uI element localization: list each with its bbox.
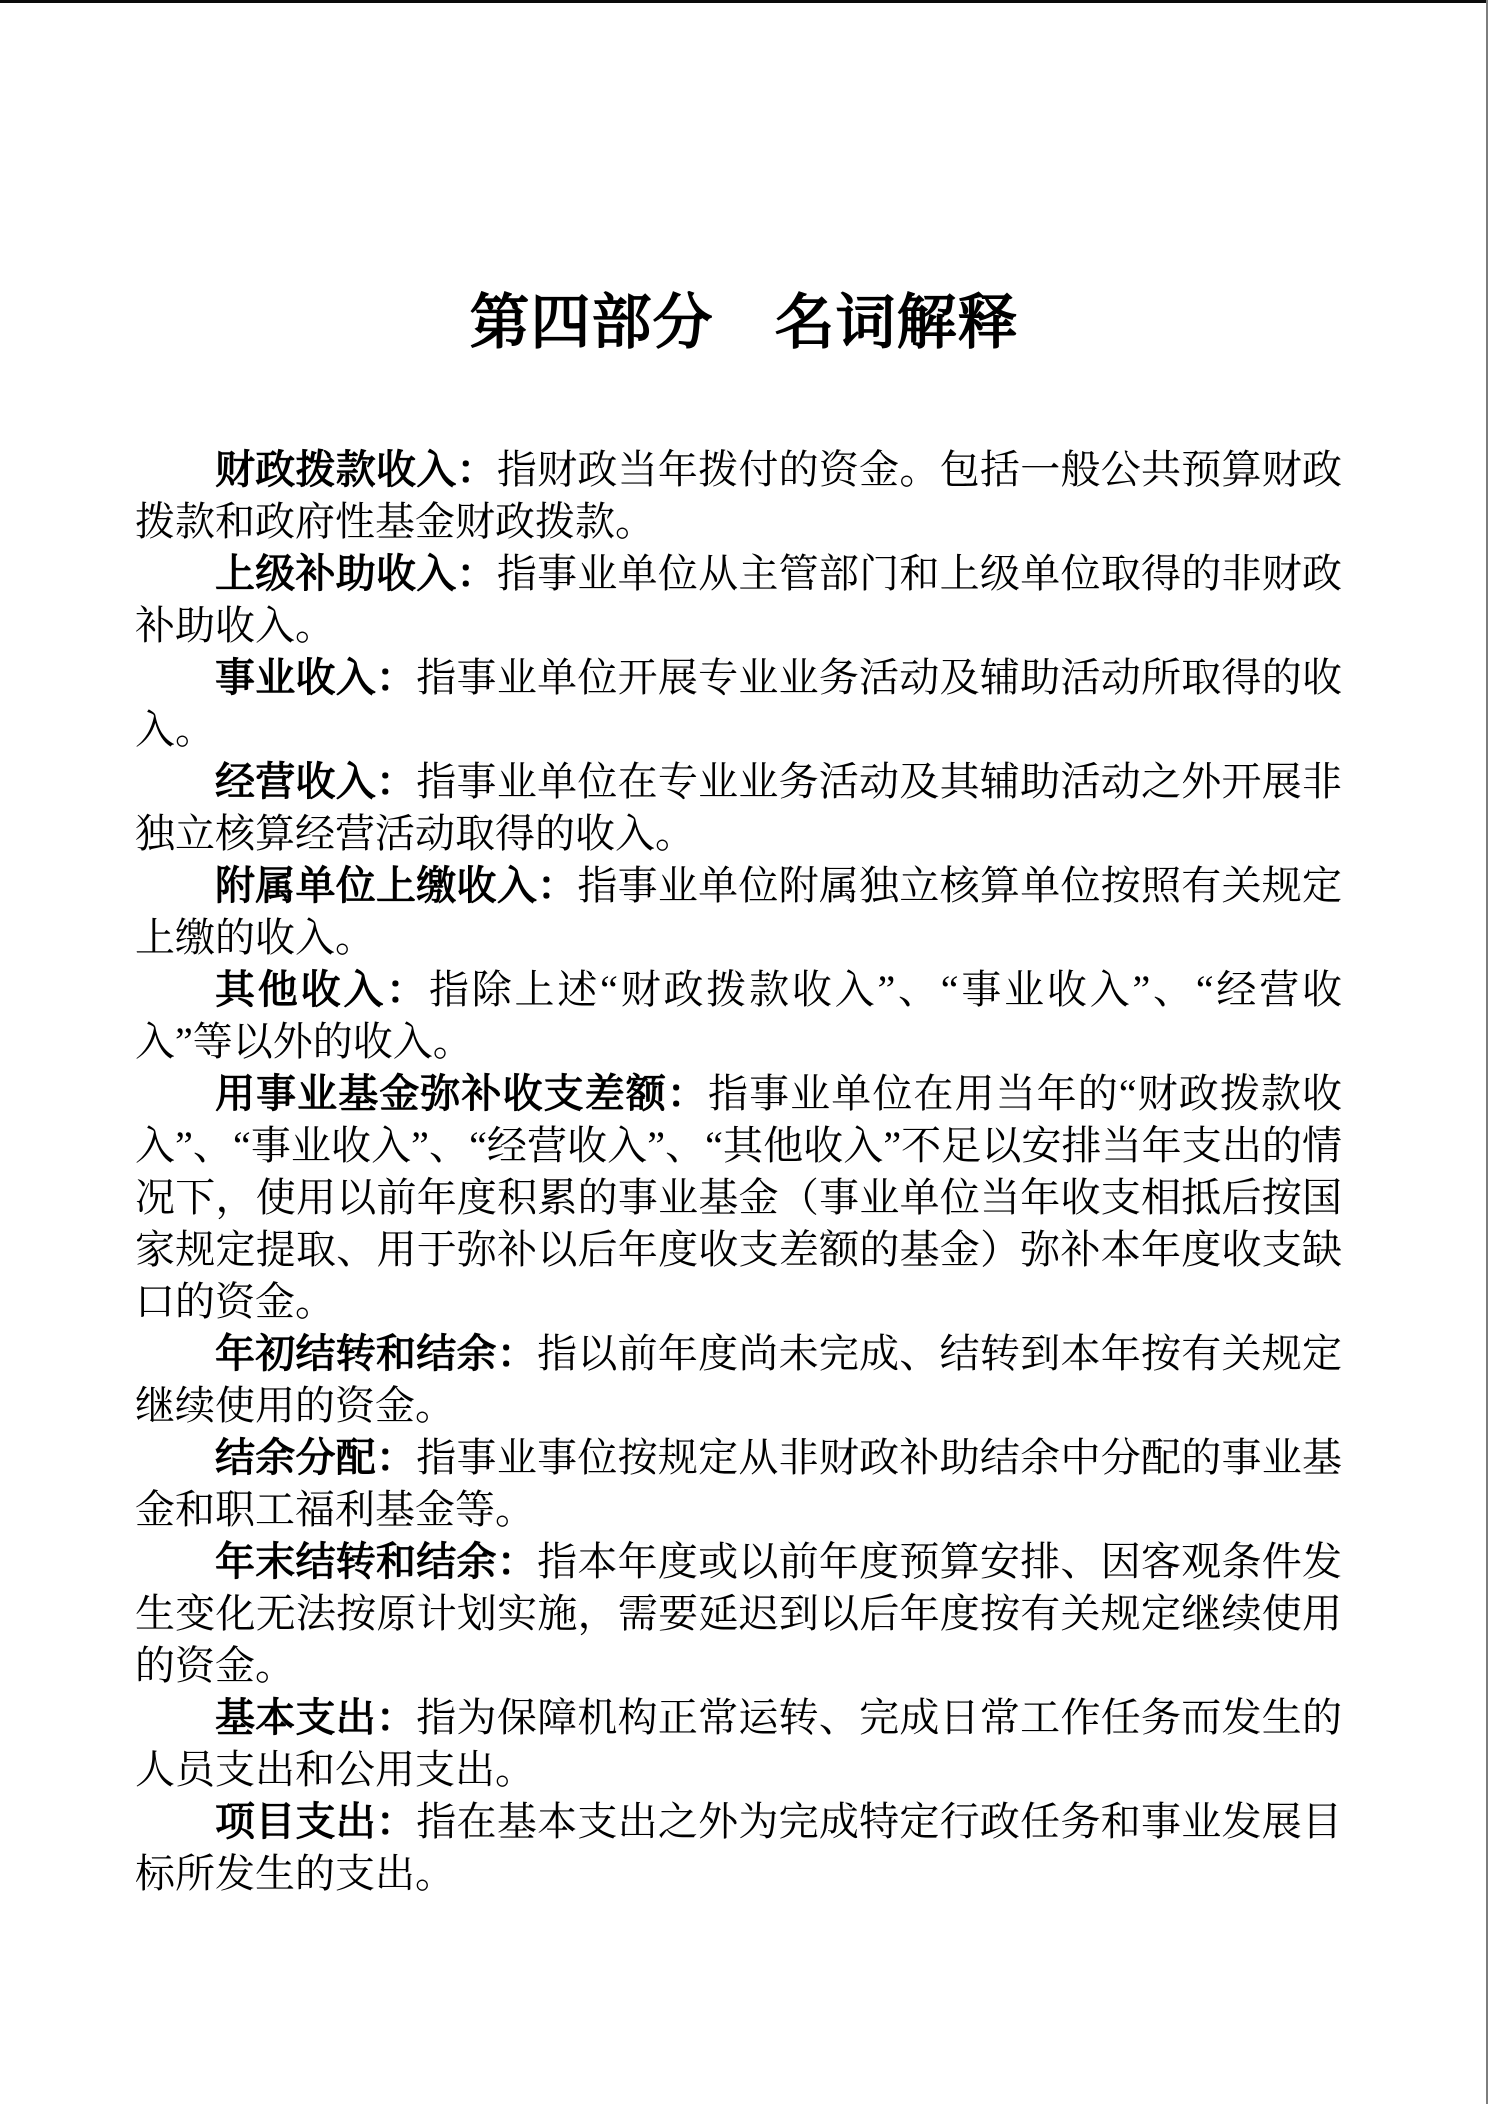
page-top-edge [0, 0, 1488, 3]
glossary-entry-qita-shouru [135, 964, 1342, 1068]
term-definition: 指以前年度尚未完成、结转到本年按有关规定继续使用的资金。 [135, 1331, 1343, 1428]
term-label: 用事业基金弥补收支差额： [215, 1072, 708, 1116]
term-label: 财政拨款收入： [215, 448, 497, 492]
term-label: 年末结转和结余： [215, 1540, 538, 1584]
glossary-entry-jieyu-fenpei [135, 1432, 1342, 1536]
glossary-entry-shiye-shouru [135, 652, 1342, 756]
glossary [135, 444, 1342, 1900]
glossary-entry-yong-shiye-jijin-mibu-shouzhi-chae [135, 1068, 1342, 1328]
glossary-entry-jiben-zhichu [135, 1692, 1342, 1796]
term-definition: 指除上述“财政拨款收入”、“事业收入”、“经营收入”等以外的收入。 [135, 967, 1342, 1064]
term-label: 结余分配： [215, 1436, 417, 1480]
term-definition: 指事业单位附属独立核算单位按照有关规定上缴的收入。 [135, 863, 1343, 960]
term-label: 基本支出： [215, 1696, 417, 1740]
glossary-entry-xiangmu-zhichu [135, 1796, 1342, 1900]
term-label: 项目支出： [215, 1800, 417, 1844]
glossary-entry-nianmo-jiezhuan-he-jieyu [135, 1536, 1342, 1692]
term-label: 上级补助收入： [215, 552, 497, 596]
page-title: 第四部分 名词解释 [469, 290, 1019, 356]
term-label: 其他收入： [215, 968, 429, 1012]
term-definition: 指事业事位按规定从非财政补助结余中分配的事业基金和职工福利基金等。 [135, 1435, 1342, 1532]
term-label: 年初结转和结余： [215, 1332, 538, 1376]
term-definition: 指事业单位从主管部门和上级单位取得的非财政补助收入。 [135, 551, 1343, 648]
term-definition: 指事业单位在专业业务活动及其辅助活动之外开展非独立核算经营活动取得的收入。 [135, 759, 1342, 856]
term-definition: 指事业单位开展专业业务活动及辅助活动所取得的收入。 [135, 655, 1342, 752]
term-definition: 指事业单位在用当年的“财政拨款收入”、“事业收入”、“经营收入”、“其他收入”不足以安排当年支出的情况下，使用以前年度积累的事业基金（事业单位当年收支相抵后按国家规定提取、用于弥补以后年度收支差额的基金）弥补本年度收支缺口的资金。 [135, 1071, 1342, 1324]
glossary-entry-fushu-danwei-shangjiao-shouru [135, 860, 1342, 964]
glossary-entry-shangji-buzhu-shouru [135, 548, 1342, 652]
glossary-entry-jingying-shouru [135, 756, 1342, 860]
term-definition: 指为保障机构正常运转、完成日常工作任务而发生的人员支出和公用支出。 [135, 1695, 1342, 1792]
term-label: 事业收入： [215, 656, 417, 700]
glossary-entry-nianchu-jiezhuan-he-jieyu [135, 1328, 1342, 1432]
term-label: 附属单位上缴收入： [215, 864, 578, 908]
glossary-entry-caizheng-bokuan-shouru [135, 444, 1342, 548]
term-definition: 指本年度或以前年度预算安排、因客观条件发生变化无法按原计划实施，需要延迟到以后年度按有关规定继续使用的资金。 [135, 1539, 1343, 1688]
term-label: 经营收入： [215, 760, 417, 804]
term-definition: 指在基本支出之外为完成特定行政任务和事业发展目标所发生的支出。 [135, 1799, 1342, 1896]
term-definition: 指财政当年拨付的资金。包括一般公共预算财政拨款和政府性基金财政拨款。 [135, 447, 1343, 544]
